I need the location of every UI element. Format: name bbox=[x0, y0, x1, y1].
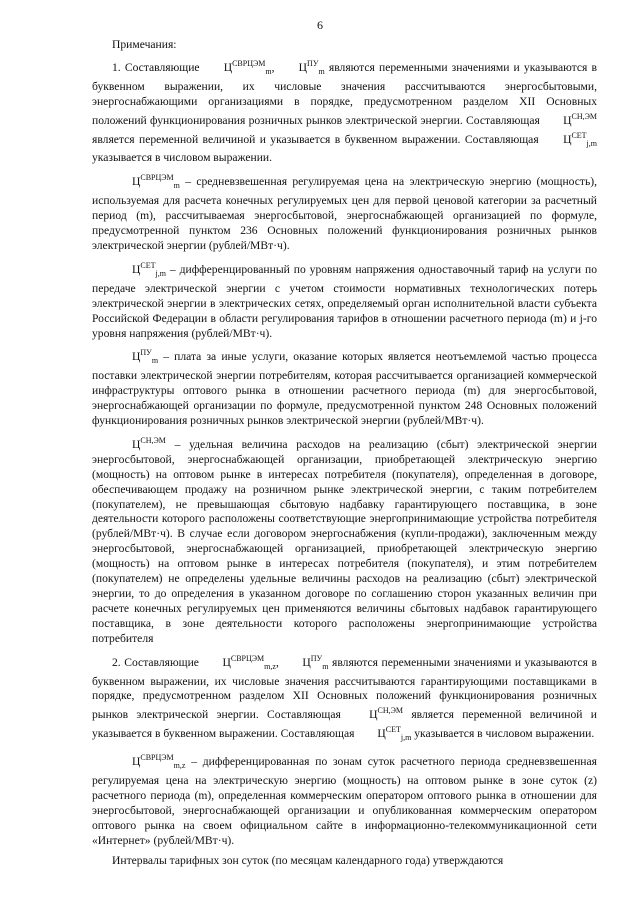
note-1-text-c: указывается в числовом выражении. bbox=[92, 151, 273, 165]
definition-sfrc-text: – средневзвешенная регулируемая цена на электрическую энергию (мощность), используемая для расчета конечных регулируемых цен для первой ценовой категории за расчетный период (m), рассчитываемая энергосбытовой, энергоснабжающей организацией по формуле, предусмотренной пунктом 236 Основных положений функционирования розничных рынков электрической энергии (рублей/МВт·ч). bbox=[92, 175, 597, 252]
note-2-paragraph: 2. Составляющие $Ц^{СВРЦЭМ}_{m,z}$, $Ц^{ПУ}_m$ являются переменными значениями и указываются в буквенном выражении, их числовые значения рассчитываются гарантирующими поставщиками в порядке, предусмотренном разделом XII Основных положений функционирования розничных рынков электрической энергии. Составляющая $Ц^{СН,ЭМ}$ является переменной величиной и указывается в буквенном выражении. Составляющая $Ц^{СЕТ}_{j,m}$ указывается в числовом выражении. bbox=[92, 652, 597, 747]
symbol-ts-set-jm: $Ц^{СЕТ}_{j,m}$ bbox=[563, 130, 597, 148]
symbol-ts-pu-m: $Ц^{ПУ}_m$ bbox=[302, 653, 329, 671]
symbol-ts-sn: $Ц^{СН,ЭМ}$ bbox=[132, 435, 166, 451]
definition-set bbox=[92, 259, 597, 342]
note-2-lead: 2. Составляющие bbox=[112, 655, 199, 669]
symbol-ts-sfrc-m: $Ц^{СВРЦЭМ}_m$ bbox=[132, 173, 180, 191]
definition-sn bbox=[92, 434, 597, 647]
note-1-paragraph: 1. Составляющие $Ц^{СВРЦЭМ}_m$, $Ц^{ПУ}_m$ являются переменными значениями и указываются в буквенном выражении, их числовые значения рассчитываются энергосбытовыми, энергоснабжающими организациями в порядке, предусмотренном разделом XII Основных положений функционирования розничных рынков электрической энергии. Составляющая $Ц^{СН,ЭМ}$ является переменной величиной и указывается в буквенном выражении. Составляющая $Ц^{СЕТ}_{j,m}$ указывается в числовом выражении. bbox=[92, 58, 597, 165]
definition-sfrc-mz-text: – дифференцированная по зонам суток расчетного периода средневзвешенная регулируемая цена на электрическую энергию (мощность) на оптовом рынке в зоне суток (z) расчетного периода (m), определенная коммерческим оператором оптового рынка в отношении для энергосбытовой, энергоснабжающей организации и опубликованная коммерческим оператором оптового рынка на своем официальном сайте в информационно-телекоммуникационной сети «Интернет» (рублей/МВт·ч). bbox=[92, 755, 597, 847]
symbol-ts-sn: $Ц^{СН,ЭМ}$ bbox=[563, 111, 597, 127]
symbol-ts-sfrc-m: $Ц^{СВРЦЭМ}_m$ bbox=[223, 58, 272, 76]
page-number: 6 bbox=[317, 18, 323, 32]
note-2-text-a: являются переменными значениями и указываются в буквенном выражении, их числовые значения рассчитываются гарантирующими поставщиками в порядке, предусмотренном разделом XII Основных положений функционирования розничных рынков электрической энергии. Составляющая bbox=[92, 655, 598, 722]
symbol-ts-sfrc-mz: $Ц^{СВРЦЭМ}_{m,z}$ bbox=[132, 753, 186, 771]
notes-heading: Примечания: bbox=[112, 38, 177, 51]
definition-sn-text: – удельная величина расходов на реализацию (сбыт) электрической энергии энергосбытовой, энергоснабжающей организации, приобретающей электрическую энергию (мощность) на оптовом рынке в интересах потребителя (покупателя), определенная в договоре, обеспечивающем продажу на розничном рынке электрической энергии, с таким потребителем (покупателем), не превышающая сбытовую надбавку гарантирующего поставщика, в зоне деятельности которого расположены соответствующие энергопринимающие устройства потребителя (рублей/МВт·ч). В случае если договором энергоснабжения (купли-продажи), заключенным между энергосбытовой, энергоснабжающей организацией, приобретающей электрическую энергию (мощность) на оптовом рынке в интересах потребителя (покупателя), и этим потребителем (покупателем) не определены удельные величины расходов на реализацию (сбыт) электрической энергии, то до определения в указанном договоре по соглашению сторон указанных величин при расчете конечных регулируемых цен применяются величины сбытовых надбавок гарантирующего поставщика, в зоне деятельности которого расположены энергопринимающие устройства потребителя bbox=[92, 437, 597, 645]
definition-pu-text: – плата за иные услуги, оказание которых является неотъемлемой частью процесса поставки электрической энергии потребителям, которая рассчитывается организацией коммерческой инфраструктуры оптового рынка в отношении расчетного периода (m) для энергосбытовой, энергоснабжающей организации по формуле, предусмотренной пунктом 248 Основных положений функционирования розничных рынков электрической энергии (рублей/МВт·ч). bbox=[92, 350, 597, 428]
definition-pu bbox=[92, 346, 597, 429]
symbol-ts-set-jm: $Ц^{СЕТ}_{j,m}$ bbox=[132, 260, 166, 278]
note-1-text-b: является переменной величиной и указывается в буквенном выражении. Составляющая bbox=[92, 132, 539, 146]
note-2-text-c: указывается в числовом выражении. bbox=[414, 727, 595, 741]
symbol-ts-sfrc-mz: $Ц^{СВРЦЭМ}_{m,z}$ bbox=[222, 653, 276, 671]
note-1-lead: 1. Составляющие bbox=[112, 60, 200, 74]
tariff-zones-paragraph: Интервалы тарифных зон суток (по месяцам календарного года) утверждаются bbox=[112, 853, 504, 867]
document-body bbox=[92, 38, 597, 869]
note-2-text-b: является переменной величиной и указывается в буквенном выражении. Составляющая bbox=[92, 708, 597, 741]
symbol-ts-pu-m: $Ц^{ПУ}_m$ bbox=[298, 58, 325, 76]
symbol-ts-set-jm: $Ц^{СЕТ}_{j,m}$ bbox=[377, 725, 412, 743]
note-1-text-a: являются переменными значениями и указываются в буквенном выражении, их числовые значения рассчитываются энергосбытовыми, энергоснабжающими организациями в порядке, предусмотренном разделом XII Основных положений функционирования розничных рынков электрической энергии. Составляющая bbox=[92, 60, 597, 127]
symbol-ts-pu-m: $Ц^{ПУ}_m$ bbox=[132, 348, 159, 366]
definition-sfrc bbox=[92, 171, 597, 254]
definition-set-text: – дифференцированный по уровням напряжения одноставочный тариф на услуги по передаче электрической энергии с учетом стоимости нормативных технологических потерь электрической энергии в электрических сетях, определяемый орган исполнительной власти субъекта Российской Федерации в области регулирования тарифов в отношении расчетного периода (m) и j-го уровня напряжения (рублей/МВт·ч). bbox=[92, 262, 598, 340]
definition-sfrc-mz bbox=[92, 751, 597, 848]
symbol-ts-sn: $Ц^{СН,ЭМ}$ bbox=[369, 706, 404, 722]
